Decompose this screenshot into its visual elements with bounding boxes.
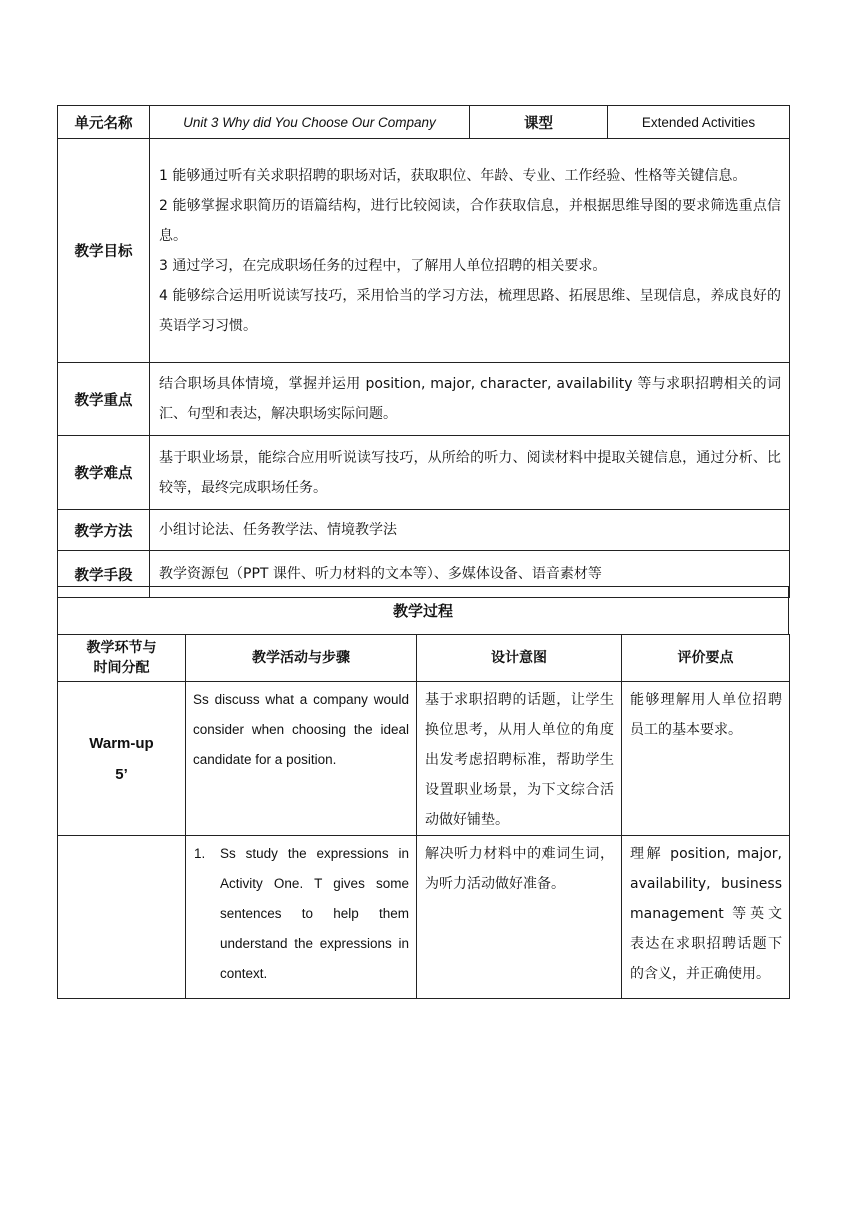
stage-header-line2: 时间分配	[93, 660, 150, 676]
process-title: 教学过程	[58, 587, 789, 635]
stage-header-line1: 教学环节与	[86, 640, 157, 656]
activity-number: 1.	[194, 846, 206, 861]
evaluation-cell	[622, 836, 790, 999]
evaluation-column-header: 评价要点	[622, 635, 790, 682]
focus-row	[58, 363, 790, 436]
unit-row	[58, 106, 790, 139]
focus-text: 结合职场具体情境，掌握并运用 position, major, character, availability 等与求职招聘相关的词汇、句型和表达，解决职场实际问题。	[150, 363, 790, 436]
stage-column-header	[58, 635, 186, 682]
difficulty-row	[58, 436, 790, 510]
intent-text: 基于求职招聘的话题，让学生换位思考，从用人单位的角度出发考虑招聘标准，帮助学生设置职业场景，为下文综合活动做好铺垫。	[425, 692, 614, 828]
method-label: 教学方法	[58, 510, 150, 551]
difficulty-label: 教学难点	[58, 436, 150, 510]
objective-item: 2 能够掌握求职简历的语篇结构，进行比较阅读，合作获取信息，并根据思维导图的要求筛选重点信息。	[159, 197, 781, 244]
difficulty-text: 基于职业场景，能综合应用听说读写技巧，从所给的听力、阅读材料中提取关键信息，通过分析、比较等，最终完成职场任务。	[150, 436, 790, 510]
objective-item: 4 能够综合运用听说读写技巧，采用恰当的学习方法，梳理思路、拓展思维、呈现信息，养成良好的英语学习习惯。	[159, 287, 781, 334]
evaluation-cell	[622, 682, 790, 836]
activity-column-header: 教学活动与步骤	[186, 635, 417, 682]
focus-label: 教学重点	[58, 363, 150, 436]
objectives-row	[58, 139, 790, 363]
objective-item: 1 能够通过听有关求职招聘的职场对话，获取职位、年龄、专业、工作经验、性格等关键信息。	[159, 167, 747, 184]
evaluation-text: 理解 position, major, availability, business management 等英文表达在求职招聘话题下的含义，并正确使用。	[630, 846, 782, 982]
lesson-overview-table	[57, 105, 790, 598]
activity-text: Ss discuss what a company would consider when choosing the ideal candidate for a position.	[193, 692, 409, 767]
process-header-row	[58, 635, 790, 682]
unit-label: 单元名称	[58, 106, 150, 139]
stage-cell	[58, 682, 186, 836]
process-table	[57, 634, 790, 999]
intent-column-header: 设计意图	[417, 635, 622, 682]
activity-cell	[186, 682, 417, 836]
process-row-warmup	[58, 682, 790, 836]
activity-cell	[186, 836, 417, 999]
type-label: 课型	[470, 106, 608, 139]
process-title-table	[57, 586, 789, 635]
activity-numbered-item	[186, 836, 416, 993]
unit-value: Unit 3 Why did You Choose Our Company	[150, 106, 470, 139]
objective-item: 3 通过学习，在完成职场任务的过程中，了解用人单位招聘的相关要求。	[159, 257, 607, 274]
type-value: Extended Activities	[608, 106, 790, 139]
means-text: 教学资源包（PPT 课件、听力材料的文本等）、多媒体设备、语音素材等	[150, 551, 790, 598]
evaluation-text: 能够理解用人单位招聘员工的基本要求。	[630, 692, 782, 738]
stage-cell	[58, 836, 186, 999]
objectives-list	[150, 139, 790, 363]
objectives-label: 教学目标	[58, 139, 150, 363]
intent-cell	[417, 682, 622, 836]
intent-cell	[417, 836, 622, 999]
method-row	[58, 510, 790, 551]
method-text: 小组讨论法、任务教学法、情境教学法	[150, 510, 790, 551]
stage-name: Warm-up	[89, 734, 154, 752]
means-label: 教学手段	[58, 551, 150, 598]
activity-text: Ss study the expressions in Activity One. T gives some sentences to help them understand the expressions in context.	[220, 846, 409, 981]
process-row-activity-one	[58, 836, 790, 999]
intent-text: 解决听力材料中的难词生词，为听力活动做好准备。	[425, 846, 614, 892]
stage-time: 5’	[115, 765, 128, 783]
